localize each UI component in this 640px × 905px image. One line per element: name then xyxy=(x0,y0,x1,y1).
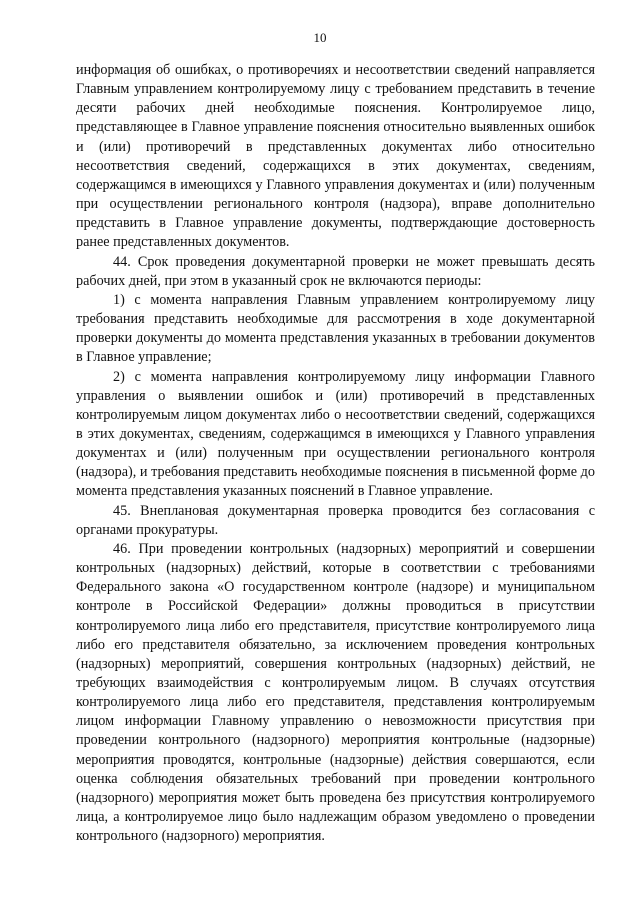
paragraph-continuation: информация об ошибках, о противоречиях и несоответствии сведений направляется Главным управлением контролируемому лицу с требованием представить в течение десяти рабочих дней необходимые пояснения. Контролируемое лицо, представляющее в Главное управление пояснения относительно выявленных ошибок и (или) противоречий в представленных документах либо относительно несоответствия сведений, содержащихся в этих документах, сведениям, содержащимся в имеющихся у Главного управления документах и (или) полученным при осуществлении регионального контроля (надзора), вправе дополнительно представить в Главное управление документы, подтверждающие достоверность ранее представленных документов. xyxy=(76,62,595,251)
paragraph-item-45: 45. Внеплановая документарная проверка проводится без согласования с органами прокуратуры. xyxy=(76,502,595,538)
document-body xyxy=(76,61,595,846)
paragraph-subitem-2: 2) с момента направления контролируемому лицу информации Главного управления о выявлении ошибок и (или) противоречий в представленных контролируемым лицом документах либо о несоответствии сведений, содержащихся в этих документах, сведениям, содержащимся в имеющихся у Главного управления документах и (или) полученным при осуществлении регионального контроля (надзора), и требования представить необходимые пояснения в письменной форме до момента представления указанных пояснений в Главное управление. xyxy=(76,368,595,500)
page-number: 10 xyxy=(313,30,327,45)
paragraph-subitem-1: 1) с момента направления Главным управлением контролируемому лицу требования представить необходимые для рассмотрения в ходе документарной проверки документы до момента представления указанных в требовании документов в Главное управление; xyxy=(76,291,595,366)
paragraph-item-44: 44. Срок проведения документарной проверки не может превышать десять рабочих дней, при этом в указанный срок не включаются периоды: xyxy=(76,253,595,289)
paragraph-item-46: 46. При проведении контрольных (надзорных) мероприятий и совершении контрольных (надзорных) действий, которые в соответствии с требованиями Федерального закона «О государственном контроле (надзоре) и муниципальном контроле в Российской Федерации» должны проводиться в присутствии контролируемого лица либо его представителя, присутствие контролируемого лица либо его представителя обязательно, за исключением проведения контрольных (надзорных) мероприятий, совершения контрольных (надзорных) действий, не требующих взаимодействия с контролируемым лицом. В случаях отсутствия контролируемого лица либо его представителя, представления контролируемым лицом информации Главному управлению о невозможности присутствия при проведении контрольного (надзорного) мероприятия контрольные (надзорные) мероприятия проводятся, контрольные (надзорные) действия совершаются, если оценка соблюдения обязательных требований при проведении контрольного (надзорного) мероприятия может быть проведена без присутствия контролируемого лица, а контролируемое лицо было надлежащим образом уведомлено о проведении контрольного (надзорного) мероприятия. xyxy=(76,540,595,845)
